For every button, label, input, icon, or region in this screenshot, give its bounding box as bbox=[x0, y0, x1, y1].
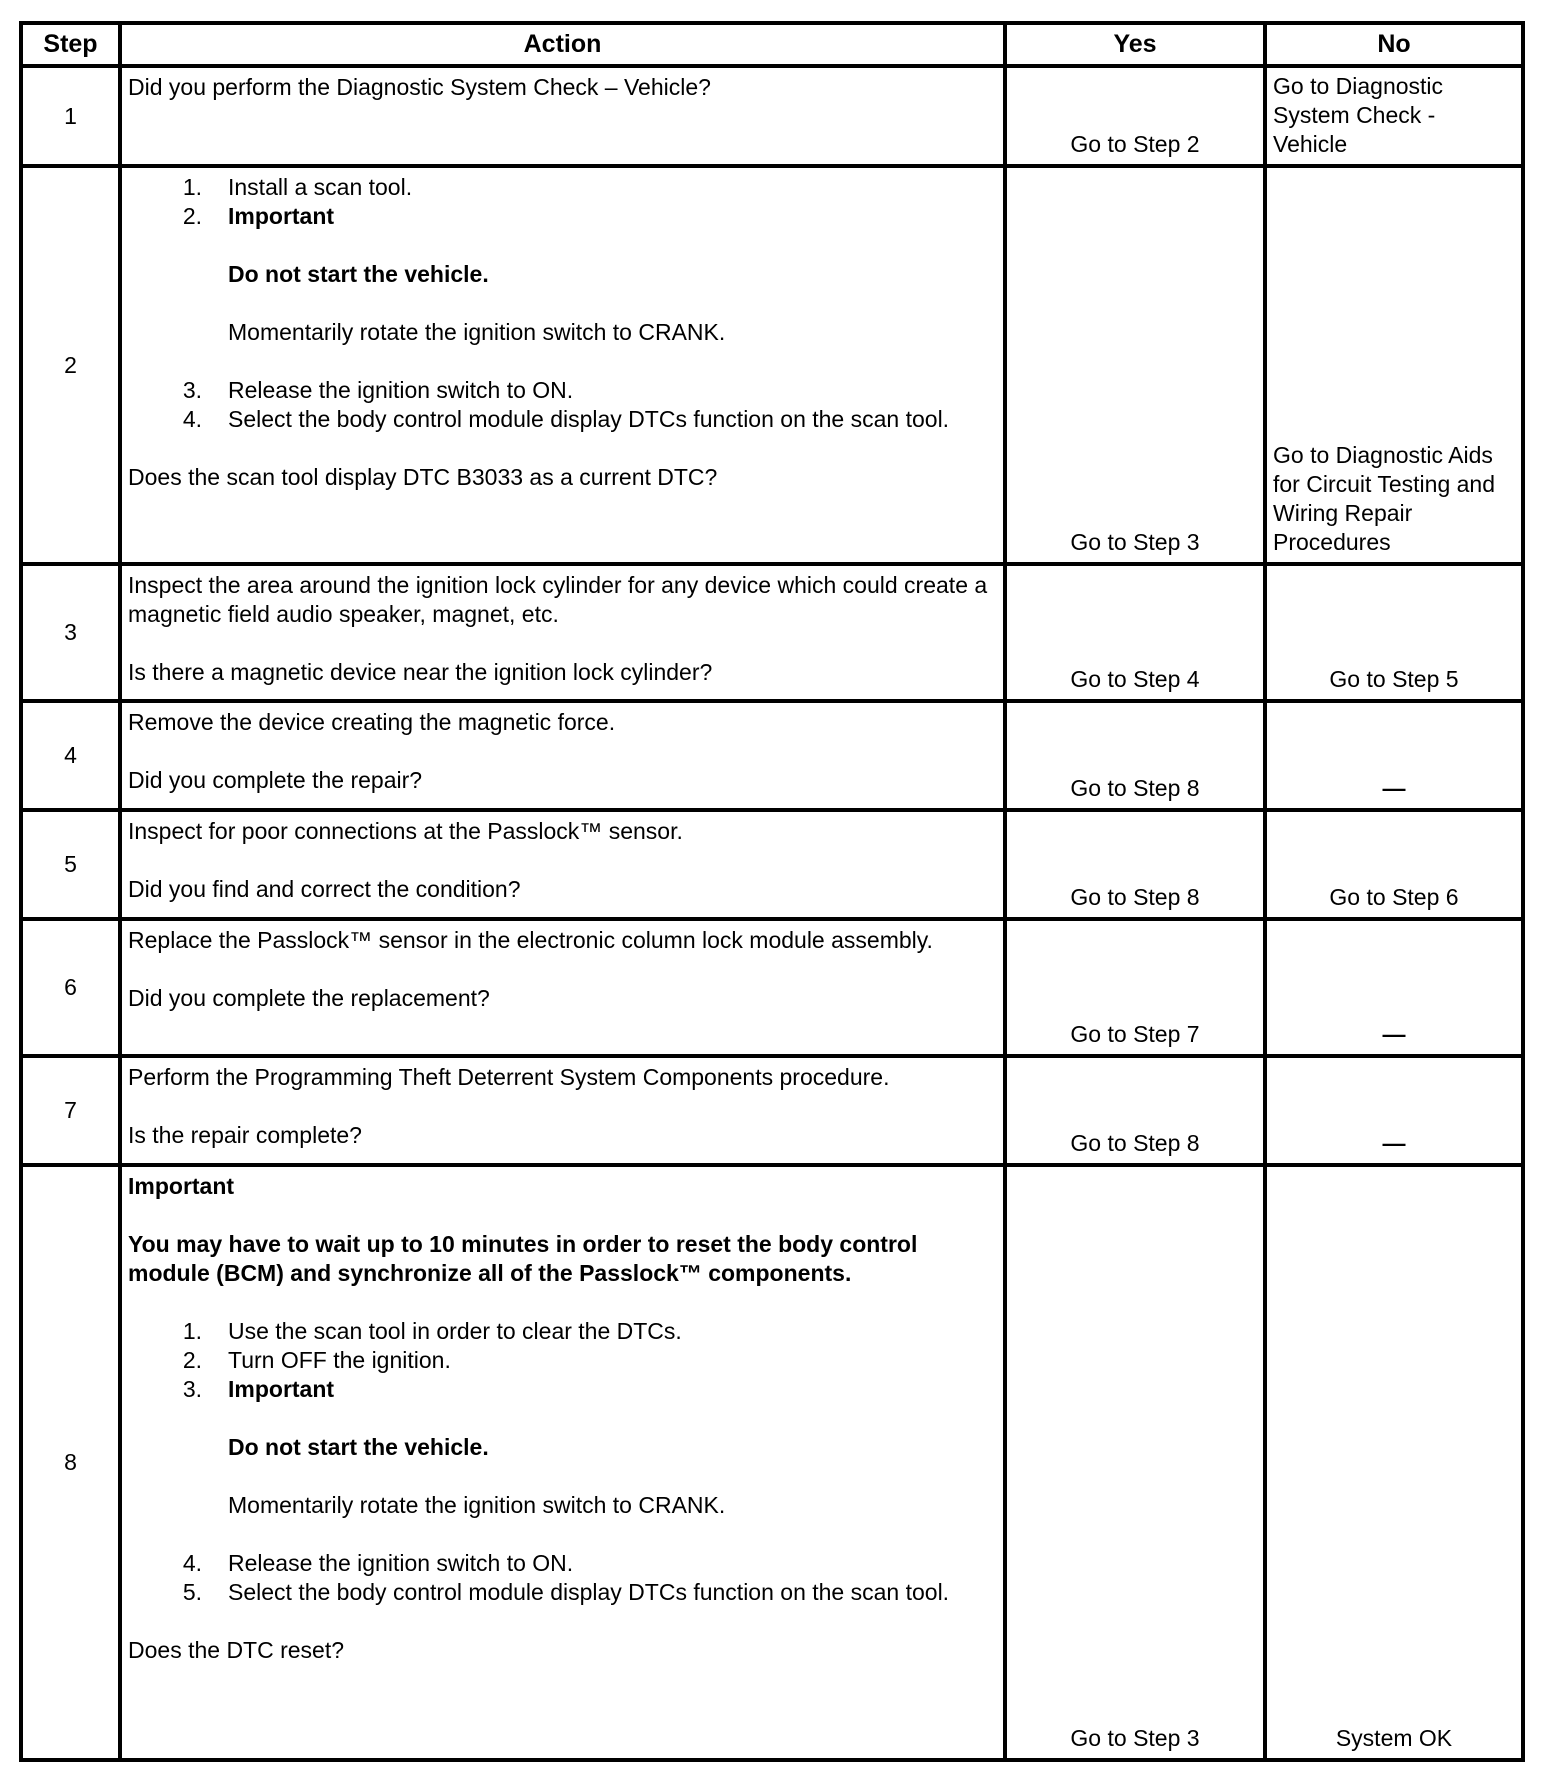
yes-cell: Go to Step 8 bbox=[1005, 701, 1265, 810]
table-row bbox=[21, 166, 1523, 564]
list-number: 2. bbox=[182, 203, 202, 229]
no-cell: Go to Step 5 bbox=[1265, 564, 1523, 701]
header-step: Step bbox=[21, 23, 120, 66]
important-label: Important bbox=[228, 203, 335, 229]
list-number: 4. bbox=[182, 406, 202, 432]
list-text: Select the body control module display DTCs function on the scan tool. bbox=[228, 1579, 950, 1605]
step-number: 7 bbox=[21, 1056, 120, 1165]
important-note: You may have to wait up to 10 minutes in order to reset the body control module (BCM) and synchronize all of the Passlock™ components. bbox=[128, 1231, 918, 1286]
important-label: Important bbox=[128, 1173, 235, 1199]
action-question: Is there a magnetic device near the ignition lock cylinder? bbox=[128, 659, 713, 685]
list-number: 2. bbox=[182, 1347, 202, 1373]
no-cell: — bbox=[1265, 1056, 1523, 1165]
diagnostic-table bbox=[19, 21, 1525, 1762]
list-text: Momentarily rotate the ignition switch to CRANK. bbox=[228, 1492, 726, 1518]
action-cell bbox=[120, 1165, 1005, 1760]
list-item bbox=[128, 173, 995, 202]
yes-cell: Go to Step 8 bbox=[1005, 810, 1265, 919]
table-row bbox=[21, 919, 1523, 1056]
action-text: Inspect for poor connections at the Passlock™ sensor. bbox=[128, 818, 683, 844]
list-item bbox=[128, 202, 995, 231]
action-question: Does the DTC reset? bbox=[128, 1637, 345, 1663]
yes-cell: Go to Step 4 bbox=[1005, 564, 1265, 701]
list-number: 5. bbox=[182, 1579, 202, 1605]
header-yes: Yes bbox=[1005, 23, 1265, 66]
no-cell: — bbox=[1265, 919, 1523, 1056]
step-number: 3 bbox=[21, 564, 120, 701]
action-cell bbox=[120, 919, 1005, 1056]
action-text: Perform the Programming Theft Deterrent System Components procedure. bbox=[128, 1064, 890, 1090]
step-number: 6 bbox=[21, 919, 120, 1056]
list-number: 3. bbox=[182, 1376, 202, 1402]
action-question: Did you complete the repair? bbox=[128, 767, 423, 793]
no-cell: Go to Diagnostic System Check - Vehicle bbox=[1265, 66, 1523, 166]
step-number: 4 bbox=[21, 701, 120, 810]
yes-cell: Go to Step 3 bbox=[1005, 166, 1265, 564]
no-cell: System OK bbox=[1265, 1165, 1523, 1760]
table-row bbox=[21, 701, 1523, 810]
header-row bbox=[21, 23, 1523, 66]
yes-cell: Go to Step 7 bbox=[1005, 919, 1265, 1056]
list-number: 1. bbox=[182, 1318, 202, 1344]
list-text: Release the ignition switch to ON. bbox=[228, 1550, 574, 1576]
list-item bbox=[128, 1317, 995, 1346]
action-cell bbox=[120, 66, 1005, 166]
list-text: Use the scan tool in order to clear the DTCs. bbox=[228, 1318, 682, 1344]
action-cell bbox=[120, 810, 1005, 919]
list-text: Select the body control module display DTCs function on the scan tool. bbox=[228, 406, 950, 432]
action-cell bbox=[120, 1056, 1005, 1165]
table-row bbox=[21, 564, 1523, 701]
list-text: Release the ignition switch to ON. bbox=[228, 377, 574, 403]
action-text: Inspect the area around the ignition lock cylinder for any device which could create a magnetic field audio speaker, magnet, etc. bbox=[128, 572, 988, 627]
action-cell bbox=[120, 701, 1005, 810]
list-item bbox=[128, 1578, 995, 1607]
list-text: Turn OFF the ignition. bbox=[228, 1347, 451, 1373]
table-row bbox=[21, 66, 1523, 166]
list-item bbox=[128, 1549, 995, 1578]
action-question: Did you perform the Diagnostic System Check – Vehicle? bbox=[128, 74, 711, 100]
warning-text: Do not start the vehicle. bbox=[228, 261, 489, 287]
no-cell: — bbox=[1265, 701, 1523, 810]
step-number: 2 bbox=[21, 166, 120, 564]
no-cell: Go to Diagnostic Aids for Circuit Testing and Wiring Repair Procedures bbox=[1265, 166, 1523, 564]
list-item bbox=[128, 376, 995, 405]
table-row bbox=[21, 1165, 1523, 1760]
list-text: Install a scan tool. bbox=[228, 174, 413, 200]
important-label: Important bbox=[228, 1376, 335, 1402]
no-cell: Go to Step 6 bbox=[1265, 810, 1523, 919]
list-number: 4. bbox=[182, 1550, 202, 1576]
action-question: Did you complete the replacement? bbox=[128, 985, 490, 1011]
table-row bbox=[21, 1056, 1523, 1165]
action-text: Remove the device creating the magnetic force. bbox=[128, 709, 616, 735]
step-number: 1 bbox=[21, 66, 120, 166]
warning-text: Do not start the vehicle. bbox=[228, 1434, 489, 1460]
header-action: Action bbox=[120, 23, 1005, 66]
step-number: 5 bbox=[21, 810, 120, 919]
action-text: Replace the Passlock™ sensor in the electronic column lock module assembly. bbox=[128, 927, 933, 953]
action-question: Does the scan tool display DTC B3033 as a current DTC? bbox=[128, 464, 718, 490]
table-row bbox=[21, 810, 1523, 919]
step-number: 8 bbox=[21, 1165, 120, 1760]
yes-cell: Go to Step 3 bbox=[1005, 1165, 1265, 1760]
header-no: No bbox=[1265, 23, 1523, 66]
list-item bbox=[128, 405, 995, 434]
list-item bbox=[128, 1346, 995, 1375]
list-item bbox=[128, 1375, 995, 1404]
list-number: 3. bbox=[182, 377, 202, 403]
action-cell bbox=[120, 166, 1005, 564]
action-question: Is the repair complete? bbox=[128, 1122, 362, 1148]
action-question: Did you find and correct the condition? bbox=[128, 876, 521, 902]
yes-cell: Go to Step 8 bbox=[1005, 1056, 1265, 1165]
list-number: 1. bbox=[182, 174, 202, 200]
list-text: Momentarily rotate the ignition switch to CRANK. bbox=[228, 319, 726, 345]
yes-cell: Go to Step 2 bbox=[1005, 66, 1265, 166]
action-cell bbox=[120, 564, 1005, 701]
